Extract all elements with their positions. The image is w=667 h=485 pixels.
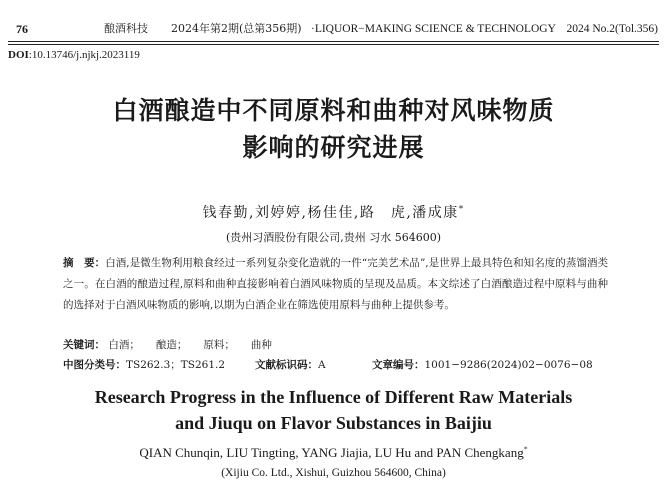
keyword-item: 酿造； [155, 339, 188, 351]
article-number [372, 357, 593, 372]
document-code-value: A [318, 359, 326, 371]
affiliation-en: (Xijiu Co. Ltd., Xishui, Guizhou 564600, China) [221, 467, 446, 479]
journal-name-en: ·LIQUOR−MAKING SCIENCE & TECHNOLOGY [311, 23, 556, 35]
abstract-cn [63, 253, 608, 316]
title-en-line2: and Jiuqu on Flavor Substances in Baijiu [175, 413, 492, 433]
authors-en [0, 445, 667, 461]
title-cn-line2: 影响的研究进展 [242, 133, 425, 162]
authors-cn [0, 202, 667, 222]
clc-value: TS262.3；TS261.2 [126, 359, 226, 371]
running-header [8, 18, 658, 40]
keyword-item: 白酒； [108, 339, 140, 351]
article-number-value: 1001−9286(2024)02−0076−08 [424, 359, 593, 371]
doi-line [8, 49, 140, 61]
title-en-line1: Research Progress in the Influence of Different Raw Materials [94, 387, 573, 407]
article-number-label: 文章编号： [372, 359, 425, 371]
issue-info-en: 2024 No.2(Tol.356) [566, 23, 658, 35]
title-cn-line1: 白酒酿造中不同原料和曲种对风味物质 [112, 96, 555, 125]
affiliation-cn: (贵州习酒股份有限公司,贵州 习水 564600) [225, 231, 442, 244]
authors-en-names: QIAN Chunqin, LIU Tingting, YANG Jiajia, LU Hu and PAN Chengkang [139, 445, 524, 460]
document-code [255, 357, 326, 372]
journal-name-cn: 酿酒科技 [104, 22, 148, 35]
header-rule-bottom [8, 44, 659, 45]
corresponding-author-mark-en: * [523, 444, 528, 454]
corresponding-author-mark: * [458, 203, 465, 214]
keywords-cn [63, 337, 288, 352]
authors-cn-names: 钱春勤,刘婷婷,杨佳佳,路 虎,潘成康 [202, 205, 459, 221]
keywords-label: 关键词： [63, 339, 105, 351]
page-number: 76 [16, 22, 28, 36]
abstract-label: 摘 要： [63, 257, 106, 269]
issue-info-cn: 2024年第2期(总第356期) [171, 22, 302, 35]
abstract-text: 白酒,是微生物利用粮食经过一系列复杂变化造就的一件“完美艺术品”,是世界上最具特色和知名度的蒸馏酒类之一。在白酒的酿造过程,原料和曲种直接影响着白酒风味物质的呈现及品质。本文综述了白酒酿造过程中原料与曲种的选择对于白酒风味物质的影响,以期为白酒企业在筛选使用原料与曲种上提供参考。 [63, 257, 608, 311]
keyword-item: 曲种 [250, 339, 272, 351]
doi-label: DOI [8, 49, 29, 61]
document-code-label: 文献标识码： [255, 359, 318, 371]
keyword-item: 原料； [203, 339, 235, 351]
clc-label: 中图分类号： [63, 359, 126, 371]
doi-value: :10.13746/j.njkj.2023119 [28, 49, 140, 61]
header-rule-top [8, 41, 659, 42]
clc-number [63, 357, 225, 372]
